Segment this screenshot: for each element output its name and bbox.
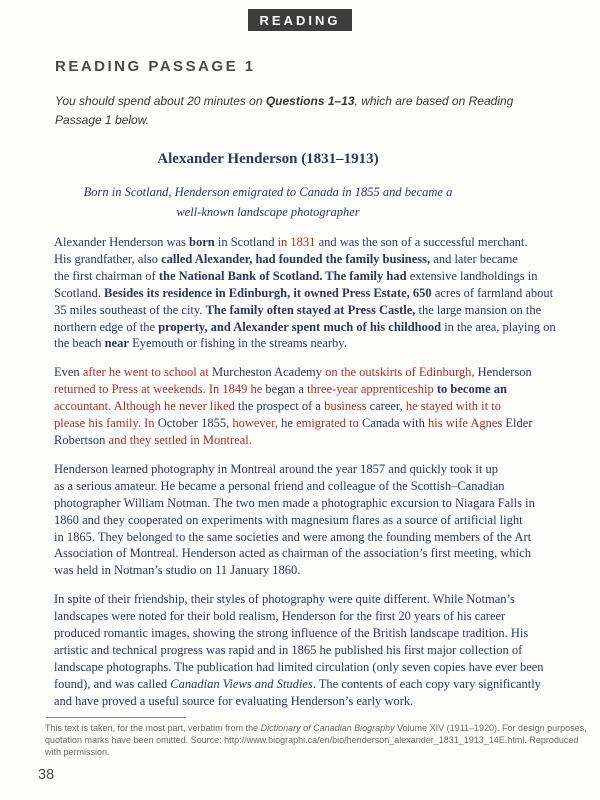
paragraph-2: Even after he went to school at Murcheston Academy on the outskirts of Edinburgh, Henderson returned to Press at weekends. In 1849 he began a three-year apprenticeship to become an accountant. Although he never liked the prospect of a business career, he stayed with it to please his family. In October 1855, however, he emigrated to Canada with his wife Agnes Elder Robertson and they settled in Montreal. <box>54 365 533 447</box>
paragraph-1: Alexander Henderson was born in Scotland in 1831 and was the son of a successful merchant. His grandfather, also called Alexander, had founded the family business, and later became the first chairman of the National Bank of Scotland. The family had extensive landholdings in Scotland. Besides its residence in Edinburgh, it owned Press Estate, 650 acres of farmland about 35 miles southeast of the city. The family often stayed at Press Castle, the large mansion on the northern edge of the property, and Alexander spent much of his childhood in the area, playing on the beach near Eyemouth or fishing in the streams nearby. <box>54 235 556 351</box>
page-number: 38 <box>38 766 55 783</box>
paragraph-4: In spite of their friendship, their styles of photography were quite different. While Notman’s landscapes were noted for their bold realism, Henderson for the first 20 years of his career produced romantic images, showing the strong influence of the British landscape tradition. His artistic and technical progress was rapid and in 1865 he published his first major collection of landscape photographs. The publication had limited circulation (only seven copies have ever been found), and was called Canadian Views and Studies. The contents of each copy vary significantly and have proved a useful source for evaluating Henderson’s early work. <box>54 592 544 708</box>
paragraph-3: Henderson learned photography in Montreal around the year 1857 and quickly took it up as a serious amateur. He became a personal friend and colleague of the Scottish–Canadian photographer William Notman. The two men made a photographic excursion to Niagara Falls in 1860 and they cooperated on experiments with magnesium flares as a source of artificial light in 1865. They belonged to the same societies and were among the founding members of the Art Association of Montreal. Henderson acted as chairman of the association’s first meeting, which was held in Notman’s studio on 11 January 1860. <box>54 461 535 578</box>
section-banner: READING <box>248 9 353 31</box>
article-subtitle: Born in Scotland, Henderson emigrated to Canada in 1855 and became a well-known landscape photographer <box>83 185 453 219</box>
footnote-text: This text is taken, for the most part, verbatim from the Dictionary of Canadian Biography Volume XIV (1911–1920). For design purposes, quotation marks have been omitted. Source: http://www.biographi.ca/en/bio/henderson_alexander_1831_1913_14E.html. Reproduced with permission. <box>45 722 587 757</box>
banner-row <box>0 0 600 31</box>
passage-heading: READING PASSAGE 1 <box>55 58 256 75</box>
instructions-text: You should spend about 20 minutes on Questions 1–13, which are based on Reading Passage 1 below. <box>55 94 514 127</box>
footnote-divider <box>46 717 186 718</box>
article-title: Alexander Henderson (1831–1913) <box>157 151 379 167</box>
